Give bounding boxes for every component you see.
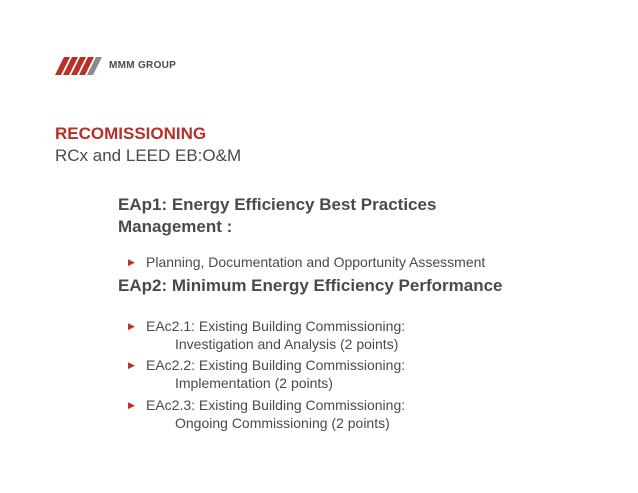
company-logo: [55, 57, 176, 75]
bullet-text: EAc2.2: Existing Building Commissioning:: [146, 357, 406, 373]
bullet-text: Planning, Documentation and Opportunity Assessment: [146, 254, 486, 270]
triangle-right-icon: ▶: [128, 321, 135, 331]
bullet-text-continued: Investigation and Analysis (2 points): [175, 336, 399, 352]
slide-subtitle: RCx and LEED EB:O&M: [55, 146, 242, 165]
bullet-text: EAc2.1: Existing Building Commissioning:: [146, 318, 406, 334]
triangle-right-icon: ▶: [128, 257, 135, 267]
heading-line: Management :: [118, 217, 233, 236]
mmm-logo-icon: [55, 57, 103, 75]
heading-line: EAp2: Minimum Energy Efficiency Performance: [118, 276, 503, 295]
section-heading-eap1: [118, 194, 436, 238]
logo-wordmark: MMM GROUP: [109, 60, 177, 71]
bullet-text-continued: Implementation (2 points): [175, 375, 333, 391]
section-heading-eap2: [118, 275, 503, 297]
bullet-text-continued: Ongoing Commissioning (2 points): [175, 415, 390, 431]
triangle-right-icon: ▶: [128, 360, 135, 370]
heading-line: EAp1: Energy Efficiency Best Practices: [118, 195, 437, 214]
bullet-text: EAc2.3: Existing Building Commissioning:: [146, 397, 406, 413]
slide-title: RECOMISSIONING: [55, 124, 207, 143]
triangle-right-icon: ▶: [128, 400, 135, 410]
